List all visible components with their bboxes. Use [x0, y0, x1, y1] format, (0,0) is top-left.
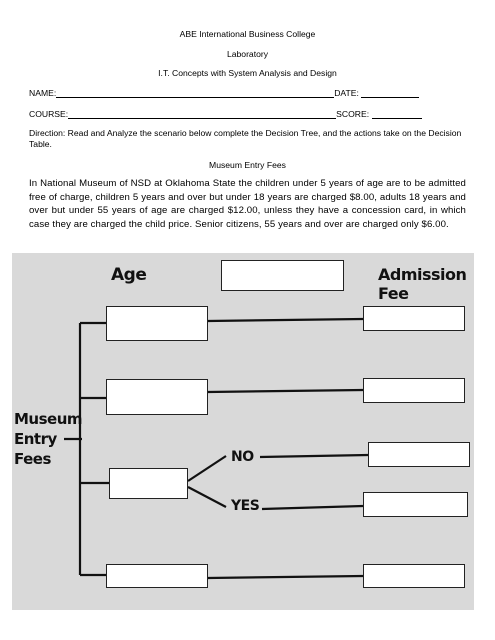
document-subject: Laboratory	[226, 49, 269, 59]
admission-fee-heading: Admission Fee	[378, 265, 467, 303]
fee-answer-box-2[interactable]	[363, 378, 465, 403]
course-title: I.T. Concepts with System Analysis and Design	[158, 68, 337, 78]
course-row	[29, 109, 422, 119]
root-label-line2: Entry	[14, 430, 57, 448]
age-answer-box-3[interactable]	[109, 468, 188, 499]
condition-answer-box[interactable]	[221, 260, 344, 291]
score-field[interactable]	[372, 109, 422, 119]
age-answer-box-1[interactable]	[106, 306, 208, 341]
scenario-text: In National Museum of NSD at Oklahoma State the children under 5 years of age are to be admitted free of charge, children 5 years and over but under 18 years are charged $8.00, adults 18 years and over but under 55 years of age are charged $12.00, unless they have a concession card, in which case they are charged the child price. Senior citizens, 55 years and over are charged only $6.00.	[29, 178, 466, 230]
scenario-title: Museum Entry Fees	[209, 160, 286, 170]
name-row	[29, 88, 419, 98]
age-answer-box-4[interactable]	[106, 564, 208, 588]
age-heading: Age	[111, 265, 147, 285]
score-label: SCORE:	[336, 109, 370, 119]
fee-answer-box-3[interactable]	[368, 442, 470, 467]
date-field[interactable]	[361, 88, 419, 98]
school-name: ABE International Business College	[179, 29, 316, 39]
root-label-line1: Museum	[14, 410, 83, 428]
name-field[interactable]	[56, 88, 334, 98]
course-field[interactable]	[68, 109, 336, 119]
course-label: COURSE:	[29, 109, 69, 119]
root-label	[14, 409, 82, 469]
no-label: NO	[231, 449, 254, 465]
root-label-line3: Fees	[14, 450, 51, 468]
fee-answer-box-4[interactable]	[363, 492, 468, 517]
direction-text: Direction: Read and Analyze the scenario below complete the Decision Tree, and the actions take on the Decision Table.	[29, 128, 462, 149]
yes-label: YES	[231, 498, 260, 514]
date-label: DATE:	[334, 88, 359, 98]
fee-answer-box-5[interactable]	[363, 564, 465, 588]
fee-answer-box-1[interactable]	[363, 306, 465, 331]
age-answer-box-2[interactable]	[106, 379, 208, 415]
name-label: NAME:	[29, 88, 57, 98]
decision-tree	[12, 253, 474, 610]
